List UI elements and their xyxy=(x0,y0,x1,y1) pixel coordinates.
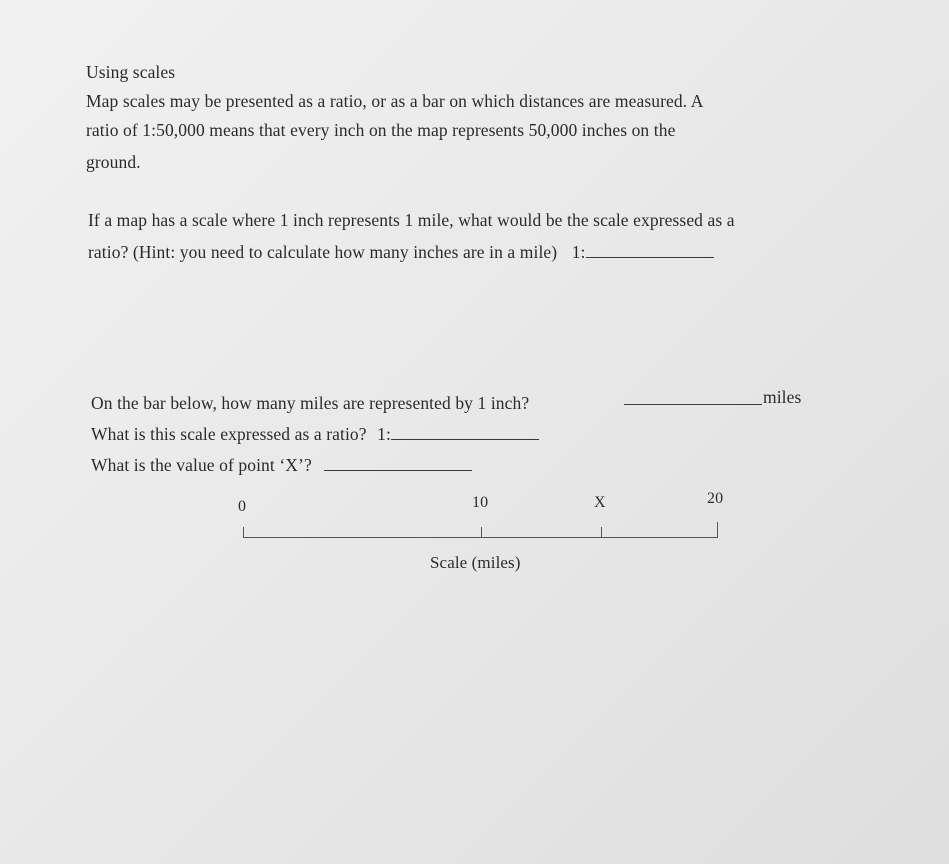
scale-label-0: 0 xyxy=(238,498,247,515)
intro-line-3: ground. xyxy=(86,152,141,172)
intro-line-1: Map scales may be presented as a ratio, or as a bar on which distances are measured. A xyxy=(86,91,704,111)
question-3-text: What is this scale expressed as a ratio? xyxy=(91,424,367,444)
question-1-answer-prefix: 1: xyxy=(571,242,586,262)
question-2-text: On the bar below, how many miles are represented by 1 inch? xyxy=(91,393,530,413)
scale-bar-line xyxy=(243,537,718,538)
question-4-text: What is the value of point ‘X’? xyxy=(91,455,312,475)
scale-tick-0 xyxy=(243,527,244,538)
question-2-unit: miles xyxy=(763,387,802,407)
question-3-answer-prefix: 1: xyxy=(377,424,391,444)
section-heading: Using scales xyxy=(86,62,176,82)
scale-label-10: 10 xyxy=(472,494,489,511)
scale-label-x: X xyxy=(594,494,606,511)
question-3-answer-blank[interactable] xyxy=(391,425,539,440)
question-2-answer-blank[interactable] xyxy=(624,390,762,405)
scale-caption: Scale (miles) xyxy=(430,553,521,572)
question-1-line-1: If a map has a scale where 1 inch represents 1 mile, what would be the scale expressed as a xyxy=(88,210,735,230)
question-3-line xyxy=(91,424,539,445)
question-1-text: ratio? (Hint: you need to calculate how many inches are in a mile) xyxy=(88,242,558,262)
scale-tick-x xyxy=(601,527,602,537)
question-1-line-2 xyxy=(88,242,714,263)
scale-tick-20 xyxy=(717,522,718,537)
question-4-line xyxy=(91,455,472,476)
question-4-answer-blank[interactable] xyxy=(324,456,472,471)
scale-label-20: 20 xyxy=(707,490,724,507)
intro-line-2: ratio of 1:50,000 means that every inch on the map represents 50,000 inches on the xyxy=(86,120,676,140)
scale-tick-10 xyxy=(481,527,482,537)
question-1-answer-blank[interactable] xyxy=(586,243,714,258)
